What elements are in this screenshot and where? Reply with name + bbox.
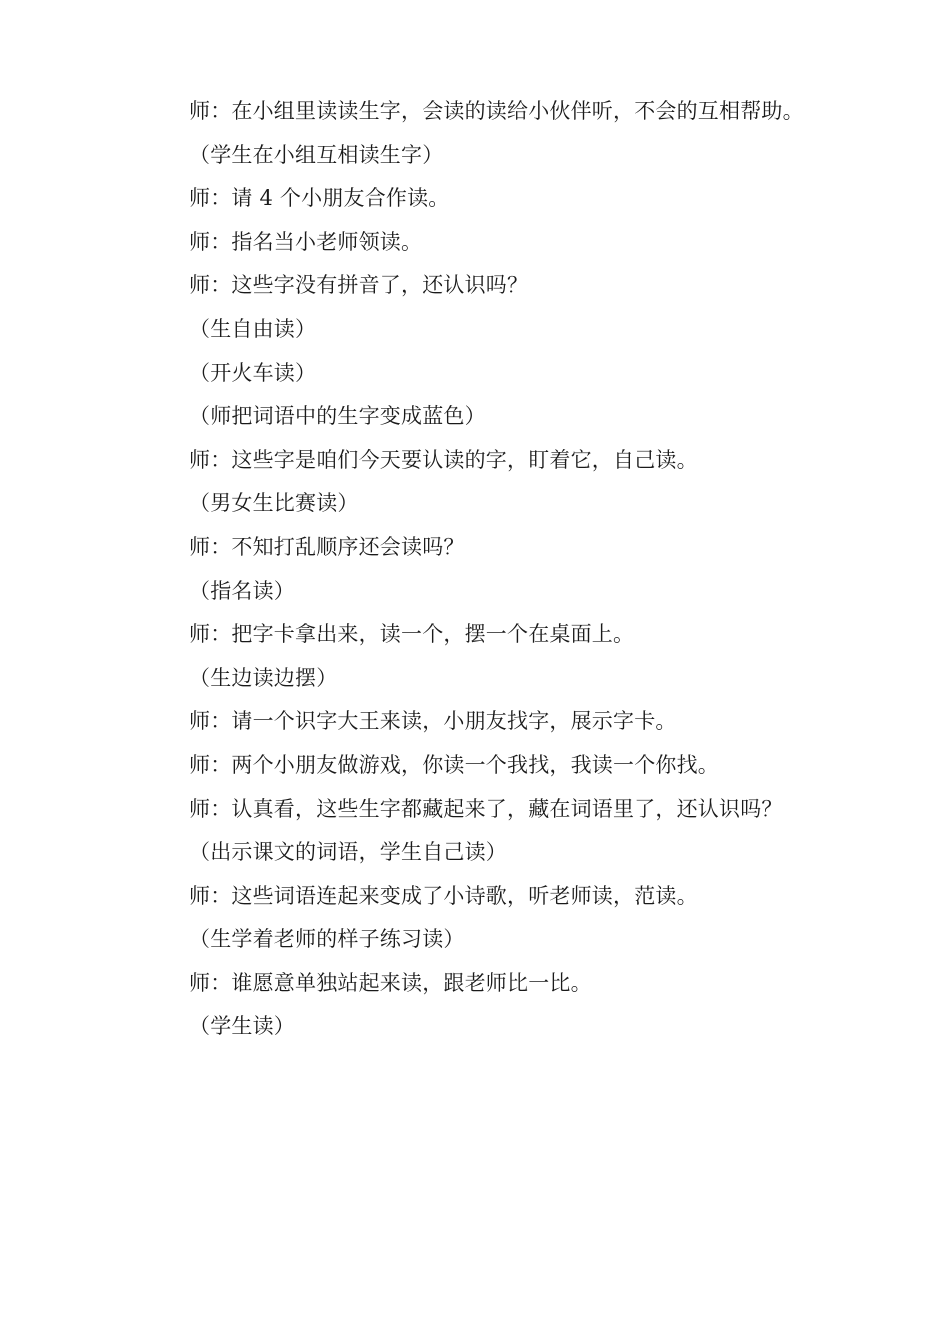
paragraph: （师把词语中的生字变成蓝色） (189, 404, 486, 429)
paragraph: 师：这些词语连起来变成了小诗歌，听老师读，范读。 (189, 883, 698, 908)
paragraph: 师：不知打乱顺序还会读吗？ (189, 534, 465, 559)
paragraph: （生学着老师的样子练习读） (189, 927, 465, 952)
paragraph: 师：这些字没有拼音了，还认识吗？ (189, 273, 529, 298)
paragraph: （学生读） (189, 1014, 295, 1039)
paragraph: （指名读） (189, 578, 295, 603)
document-body (143, 90, 807, 1049)
paragraph: 师：把字卡拿出来，读一个，摆一个在桌面上。 (189, 622, 635, 647)
paragraph: （开火车读） (189, 360, 317, 385)
paragraph: 师：请 4 个小朋友合作读。 (189, 186, 450, 211)
paragraph: （男女生比赛读） (189, 491, 359, 516)
paragraph: 师：请一个识字大王来读，小朋友找字，展示字卡。 (189, 709, 677, 734)
paragraph: 师：在小组里读读生字，会读的读给小伙伴听，不会的互相帮助。 (189, 99, 804, 123)
paragraph: （生边读边摆） (189, 665, 338, 690)
paragraph: 师：指名当小老师领读。 (189, 229, 423, 254)
paragraph: （学生在小组互相读生字） (189, 142, 444, 167)
paragraph: 师：这些字是咱们今天要认读的字，盯着它，自己读。 (189, 447, 698, 472)
paragraph: 师：两个小朋友做游戏，你读一个我找，我读一个你找。 (189, 752, 719, 777)
paragraph: 师：谁愿意单独站起来读，跟老师比一比。 (189, 970, 592, 995)
paragraph: （出示课文的词语，学生自己读） (189, 840, 507, 865)
paragraph: 师：认真看，这些生字都藏起来了，藏在词语里了，还认识吗？ (189, 796, 783, 821)
paragraph: （生自由读） (189, 316, 317, 341)
